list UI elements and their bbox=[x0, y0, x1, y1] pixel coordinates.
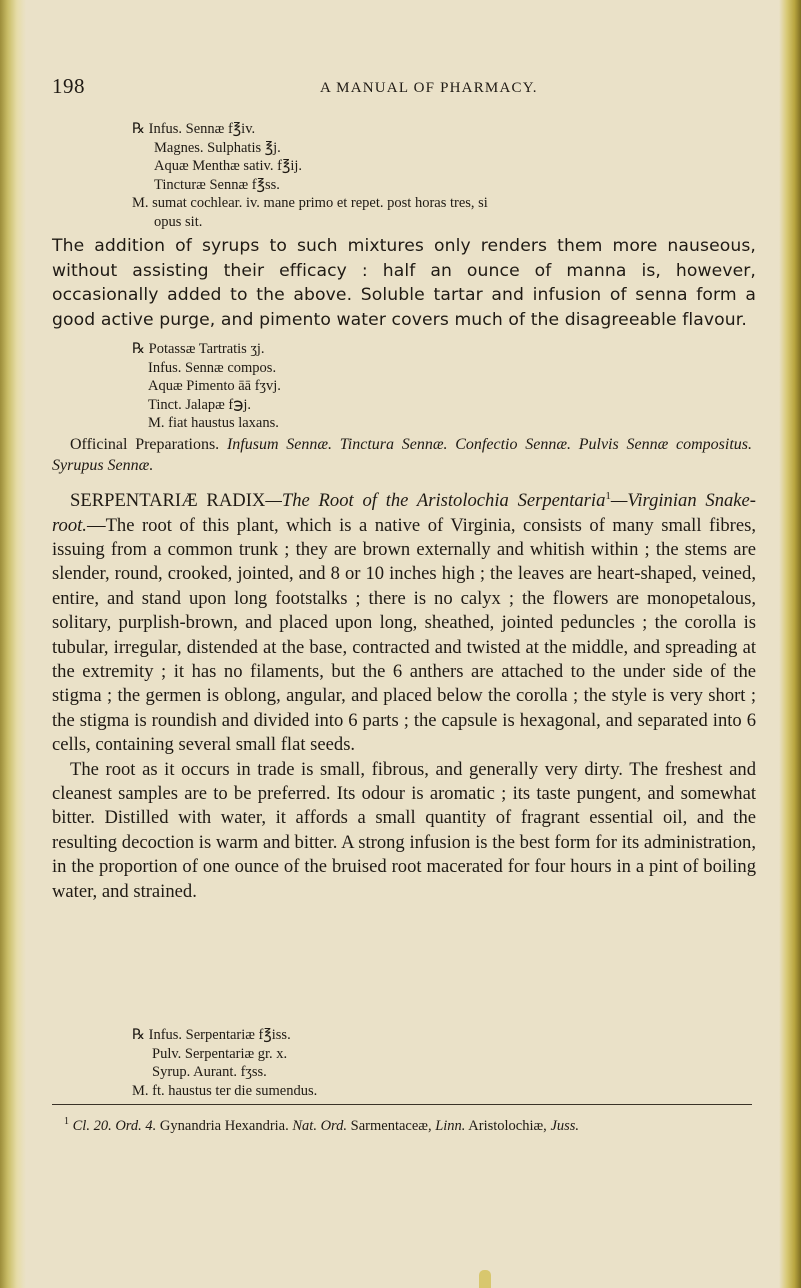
recipe-line: opus sit. bbox=[154, 213, 203, 230]
recipe-line: Aquæ Menthæ sativ. f℥ij. bbox=[154, 158, 303, 174]
serpentaria-common-name: —Virginian Snake-root. bbox=[52, 490, 756, 536]
serpentaria-heading: SERPENTARIÆ RADIX bbox=[70, 490, 266, 512]
officinal-items: Infusum Sennæ. Tinctura Sennæ. Confectio Sennæ. Pulvis Sennæ compositus. Syrupus Sennæ. bbox=[52, 436, 752, 474]
running-head: A MANUAL OF PHARMACY. bbox=[320, 80, 538, 96]
recipe-line: Tincturæ Sennæ f℥ss. bbox=[154, 176, 280, 193]
paragraph-syrups bbox=[52, 234, 756, 332]
recipe-line: Syrup. Aurant. fʒss. bbox=[152, 1064, 267, 1080]
recipe-line: Tinct. Jalapæ f℈j. bbox=[148, 396, 252, 413]
footnote-author-juss: Juss. bbox=[550, 1117, 580, 1134]
page-header bbox=[52, 74, 752, 104]
page-edge-right bbox=[779, 0, 801, 1288]
footnote bbox=[52, 1112, 752, 1136]
page-gutter-left bbox=[0, 0, 26, 1288]
footnote-marker: 1 bbox=[64, 1116, 69, 1127]
footnote-classification: Cl. 20. Ord. 4. bbox=[72, 1117, 157, 1134]
officinal-preparations bbox=[52, 434, 752, 476]
serpentaria-article bbox=[52, 484, 756, 904]
footnote-author-linn: Linn. bbox=[435, 1117, 466, 1134]
book-page bbox=[52, 0, 756, 1288]
footnote-family: Sarmentaceæ, bbox=[350, 1117, 432, 1134]
recipe-line: Aquæ Pimento āā fʒvj. bbox=[148, 378, 281, 394]
footnote-natural-order: Nat. Ord. bbox=[292, 1117, 348, 1134]
footnote-divider bbox=[52, 1104, 752, 1105]
recipe-serpentaria bbox=[132, 1026, 317, 1100]
footnote-linnaean: Gynandria Hexandria. bbox=[159, 1117, 289, 1134]
recipe-line: M. fiat haustus laxans. bbox=[148, 415, 279, 431]
recipe-senna-mixture bbox=[132, 120, 488, 231]
page-number: 198 bbox=[52, 74, 85, 98]
footnote-reference: 1 bbox=[605, 490, 611, 502]
footnote-family-juss: Aristolochiæ, bbox=[468, 1117, 547, 1134]
serpentaria-title: —The Root of the Aristolochia Serpentaria bbox=[265, 490, 606, 512]
recipe-line: Pulv. Serpentariæ gr. x. bbox=[152, 1045, 288, 1062]
recipe-line: ℞ Infus. Serpentariæ f℥iss. bbox=[132, 1027, 291, 1043]
recipe-line: Infus. Sennæ compos. bbox=[148, 359, 277, 376]
paragraph-text: The addition of syrups to such mixtures only renders them more nauseous, without assisting their efficacy : half an ounce of manna is, however, occasionally added to the above. Soluble tartar and infusion of senna form a good active purge, and pimento water covers much of the disagreeable flavour. bbox=[52, 236, 756, 330]
paper-mark bbox=[479, 1270, 491, 1288]
serpentaria-trade-paragraph: The root as it occurs in trade is small, fibrous, and generally very dirty. The freshest and cleanest samples are to be preferred. Its odour is aromatic ; its taste pungent, and somewhat bitter. Distilled with water, it affords a small quantity of fragrant essential oil, and the resulting decoction is warm and bitter. A strong infusion is the best form for its administration, in the proportion of one ounce of the bruised root macerated for four hours in a pint of boiling water, and strained. bbox=[52, 758, 756, 902]
recipe-line: M. sumat cochlear. iv. mane primo et repet. post horas tres, si bbox=[132, 195, 488, 211]
serpentaria-description: —The root of this plant, which is a native of Virginia, consists of many small fibres, issuing from a common trunk ; they are brown externally and whitish within ; the stems are slender, round, crooked, jointed, and 8 or 10 inches high ; the leaves are heart-shaped, veined, entire, and stand upon long footstalks ; there is no calyx ; the flowers are monopetalous, solitary, purplish-brown, and placed upon long, sheathed, jointed peduncles ; the corolla is tubular, irregular, distended at the base, contracted and twisted at the middle, and spreading at the extremity ; it has no filaments, but the 6 anthers are attached to the under side of the stigma ; the germen is oblong, angular, and placed below the corolla ; the style is very short ; the stigma is roundish and divided into 6 parts ; the capsule is hexagonal, and separated into 6 cells, containing several small flat seeds. bbox=[52, 514, 756, 756]
recipe-line: ℞ Potassæ Tartratis ʒj. bbox=[132, 341, 265, 357]
officinal-label: Officinal Preparations. bbox=[70, 436, 220, 453]
recipe-laxative-draught bbox=[132, 340, 281, 433]
recipe-line: M. ft. haustus ter die sumendus. bbox=[132, 1082, 318, 1099]
recipe-line: Magnes. Sulphatis ℥j. bbox=[154, 139, 281, 156]
recipe-line: ℞ Infus. Sennæ f℥iv. bbox=[132, 121, 256, 137]
